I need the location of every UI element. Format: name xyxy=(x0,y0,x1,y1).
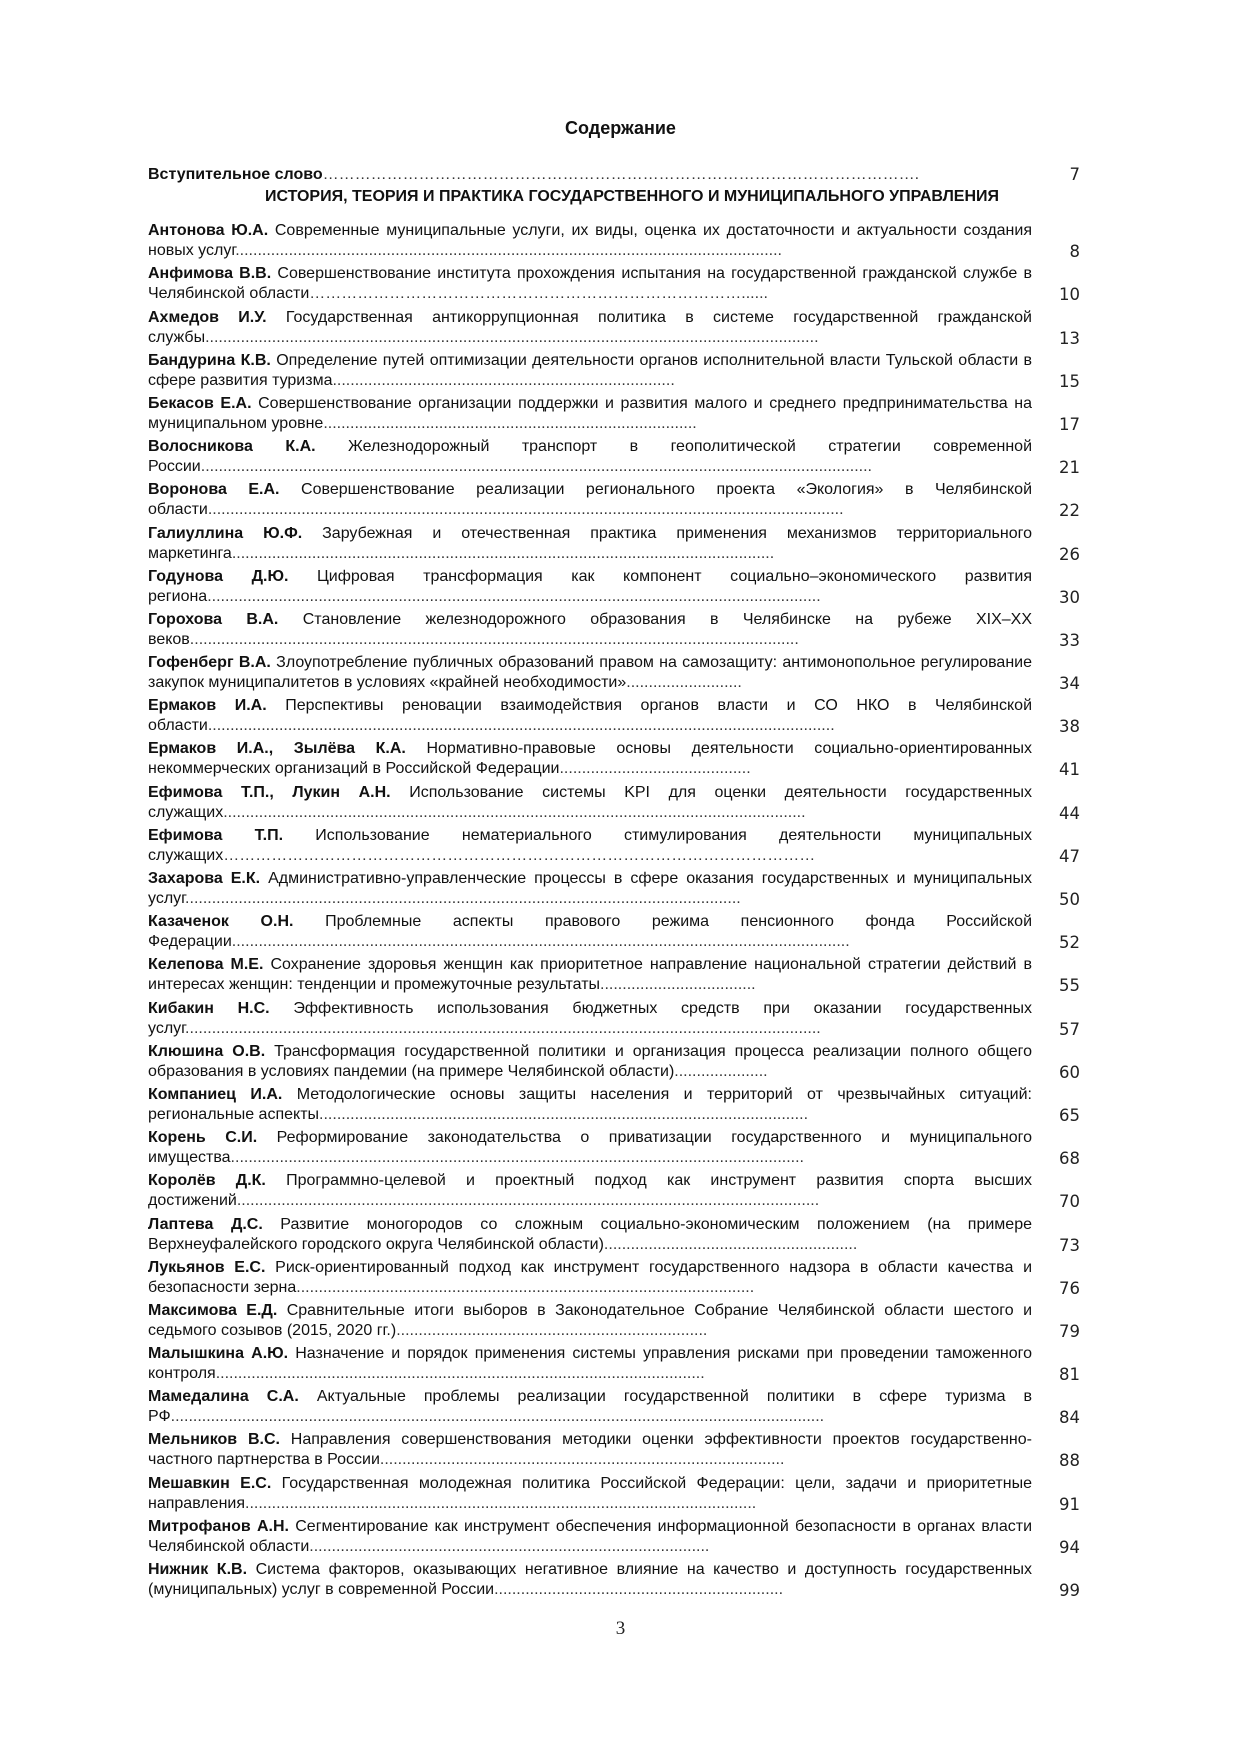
page-number-footer: 3 xyxy=(615,1618,626,1639)
leader-dots: ................................................................................................................................................... xyxy=(170,1408,825,1426)
toc-intro-row[interactable] xyxy=(148,152,1080,184)
toc-entry-text xyxy=(148,1560,1032,1600)
toc-entry-author: Королёв Д.К. xyxy=(148,1172,266,1190)
toc-page-number: 65 xyxy=(1059,1105,1080,1125)
toc-entry-title: Методологические основы защиты населения и территорий от чрезвычайных ситуаций: региональные аспекты xyxy=(148,1085,1032,1123)
toc-entry-text xyxy=(148,567,1032,607)
toc-entry-text xyxy=(148,394,1032,434)
toc-entry[interactable] xyxy=(148,1255,1080,1298)
toc-entry-title: Трансформация государственной политики и организация процесса реализации полного общего образования в условиях пандемии (на примере Челябинской области) xyxy=(148,1042,1032,1080)
toc-page-number: 88 xyxy=(1059,1451,1080,1471)
toc-entry-title: Перспективы реновации взаимодействия органов власти и СО НКО в Челябинской области xyxy=(148,697,1032,735)
toc-entry-author: Казаченок О.Н. xyxy=(148,913,294,931)
leader-dots: .............................................................................................................. xyxy=(319,1105,809,1123)
toc-entry-title: Направления совершенствования методики оценки эффективности проектов государственно-частного партнерства в России xyxy=(148,1431,1032,1469)
toc-entry-text xyxy=(148,1085,1032,1125)
toc-entry[interactable] xyxy=(148,261,1080,304)
toc-entry-author: Ахмедов И.У. xyxy=(148,308,267,326)
toc-entry[interactable] xyxy=(148,909,1080,952)
toc-entry[interactable] xyxy=(148,1341,1080,1384)
toc-entry-author: Гофенберг В.А. xyxy=(148,654,271,672)
toc-entry[interactable] xyxy=(148,866,1080,909)
toc-entry-text xyxy=(148,826,1032,866)
toc-entry-title: Зарубежная и отечественная практика применения механизмов территориального маркетинга xyxy=(148,524,1032,562)
toc-entry-text xyxy=(148,869,1032,909)
toc-entry-text xyxy=(148,1474,1032,1514)
toc-page-number: 22 xyxy=(1059,501,1080,521)
toc-entry[interactable] xyxy=(148,434,1080,477)
leader-dots: ......................................................... xyxy=(603,1235,858,1253)
toc-entry-text xyxy=(148,308,1032,348)
leader-dots: …………………………………………………………………………………………………. xyxy=(322,166,920,183)
toc-entry-text xyxy=(148,1517,1032,1557)
toc-entry-author: Бандурина К.В. xyxy=(148,351,271,369)
toc-entry[interactable] xyxy=(148,823,1080,866)
toc-intro-text xyxy=(148,166,1032,184)
leader-dots: ....................................................................................................................................................... xyxy=(200,458,872,476)
toc-entry[interactable] xyxy=(148,1298,1080,1341)
toc-entry[interactable] xyxy=(148,1470,1080,1513)
toc-page-number: 10 xyxy=(1059,285,1080,305)
toc-entry-title: Современные муниципальные услуги, их виды, оценка их достаточности и актуальности создания новых услуг xyxy=(148,222,1032,260)
leader-dots: ........................................................................................................................................... xyxy=(231,933,850,951)
toc-entry[interactable] xyxy=(148,520,1080,563)
toc-entry[interactable] xyxy=(148,1557,1080,1600)
toc-entry[interactable] xyxy=(148,693,1080,736)
leader-dots: .......................................................................................................................................... xyxy=(205,328,819,346)
toc-page-number: 94 xyxy=(1059,1537,1080,1557)
toc-entry[interactable] xyxy=(148,1514,1080,1557)
toc-entry[interactable] xyxy=(148,1384,1080,1427)
toc-entry-author: Ефимова Т.П., Лукин А.Н. xyxy=(148,783,391,801)
toc-page-number: 47 xyxy=(1059,846,1080,866)
toc-entry-author: Максимова Е.Д. xyxy=(148,1301,278,1319)
toc-entry-text xyxy=(148,696,1032,736)
toc-entry-author: Захарова Е.К. xyxy=(148,870,261,887)
toc-entry[interactable] xyxy=(148,1211,1080,1254)
toc-entry[interactable] xyxy=(148,650,1080,693)
toc-entry-text xyxy=(148,437,1032,477)
toc-entry-author: Анфимова В.В. xyxy=(148,265,272,283)
toc-entry-title: Цифровая трансформация как компонент социально–экономического развития региона xyxy=(148,567,1032,605)
toc-entry-text xyxy=(148,783,1032,823)
toc-page-number: 81 xyxy=(1059,1365,1080,1385)
toc-entry-title: Проблемные аспекты правового режима пенсионного фонда Российской Федерации xyxy=(148,913,1032,951)
leader-dots: ........................................... xyxy=(559,760,751,778)
leader-dots: ............................................................................................................................................... xyxy=(185,1019,821,1037)
toc-entry-title: Программно-целевой и проектный подход как инструмент развития спорта высших достижений xyxy=(148,1172,1032,1210)
toc-entry-title: Административно-управленческие процессы в сфере оказания государственных и муниципальных услуг xyxy=(148,870,1032,907)
toc-entry[interactable] xyxy=(148,952,1080,995)
table-of-contents xyxy=(148,152,1080,1600)
toc-entry-title: Актуальные проблемы реализации государственной политики в сфере туризма в РФ xyxy=(148,1388,1032,1426)
toc-entry-author: Ефимова Т.П. xyxy=(148,826,284,844)
leader-dots: ................................................................................................................... xyxy=(245,1494,757,1512)
toc-entry-title: Использование системы KPI для оценки деятельности государственных служащих xyxy=(148,783,1032,821)
leader-dots: ............................................................................................................................................... xyxy=(207,501,844,519)
toc-entry-text xyxy=(148,610,1032,650)
toc-entry-author: Антонова Ю.А. xyxy=(148,222,269,240)
toc-entry-text xyxy=(148,999,1032,1039)
leader-dots: ................................................................................................................................. xyxy=(230,1149,804,1167)
toc-page-number: 76 xyxy=(1059,1278,1080,1298)
toc-entry[interactable] xyxy=(148,348,1080,391)
toc-entry-text xyxy=(148,1387,1032,1427)
toc-entry-author: Компаниец И.А. xyxy=(148,1085,283,1103)
leader-dots: ………………………………………………………………………………………………… xyxy=(223,846,816,864)
toc-page-number: 84 xyxy=(1059,1408,1080,1428)
toc-page-number: 8 xyxy=(1069,242,1080,262)
toc-entry-author: Ермаков И.А., Зылёва К.А. xyxy=(148,740,406,758)
toc-entry-title: Железнодорожный транспорт в геополитической стратегии современной России xyxy=(148,438,1032,476)
toc-page-number: 79 xyxy=(1059,1321,1080,1341)
leader-dots: ............................................................................................................................. xyxy=(185,890,741,907)
toc-entry[interactable] xyxy=(148,607,1080,650)
toc-entry-text xyxy=(148,221,1032,261)
toc-entry[interactable] xyxy=(148,218,1080,261)
toc-entry-title: Нормативно-правовые основы деятельности социально-ориентированных некоммерческих организаций в Российской Федерации xyxy=(148,740,1032,778)
toc-page-number: 13 xyxy=(1059,328,1080,348)
leader-dots: ......................................................................................................................................... xyxy=(189,630,799,648)
toc-entry[interactable] xyxy=(148,736,1080,779)
leader-dots: ................................................................. xyxy=(494,1581,784,1598)
toc-entry-text xyxy=(148,1344,1032,1384)
toc-page-number: 73 xyxy=(1059,1235,1080,1255)
leader-dots: .................................................................................... xyxy=(323,414,697,432)
toc-entry-author: Мельников В.С. xyxy=(148,1431,280,1449)
page-title: Содержание xyxy=(565,118,676,138)
toc-page-number: 15 xyxy=(1059,371,1080,391)
toc-page-number: 38 xyxy=(1059,717,1080,737)
toc-entry-title: Становление железнодорожного образования в Челябинске на рубеже XIX–XX веков xyxy=(148,610,1032,648)
toc-entry-author: Мешавкин Е.С. xyxy=(148,1474,272,1492)
toc-entry-author: Воронова Е.А. xyxy=(148,481,280,499)
toc-entry-title: Реформирование законодательства о приватизации государственного и муниципального имущества xyxy=(148,1129,1032,1167)
toc-page-number: 60 xyxy=(1059,1062,1080,1082)
toc-entry-text xyxy=(148,480,1032,520)
toc-entry-text xyxy=(148,1430,1032,1470)
toc-page-number: 21 xyxy=(1059,458,1080,478)
toc-entry-author: Лаптева Д.С. xyxy=(148,1215,263,1233)
toc-page-number: 34 xyxy=(1059,674,1080,694)
toc-entry-title: Государственная молодежная политика Российской Федерации: цели, задачи и приоритетные направления xyxy=(148,1474,1032,1512)
toc-entry-author: Кибакин Н.С. xyxy=(148,999,270,1017)
toc-entry[interactable] xyxy=(148,1168,1080,1211)
toc-entry-title: Определение путей оптимизации деятельности органов исполнительной власти Тульской области в сфере развития туризма xyxy=(148,351,1032,389)
leader-dots: ............................................................................. xyxy=(332,371,675,389)
toc-entry-title: Совершенствование организации поддержки и развития малого и среднего предпринимательства на муниципальном уровне xyxy=(148,394,1032,432)
toc-entry[interactable] xyxy=(148,1125,1080,1168)
section-heading: ИСТОРИЯ, ТЕОРИЯ И ПРАКТИКА ГОСУДАРСТВЕННОГО И МУНИЦИПАЛЬНОГО УПРАВЛЕНИЯ xyxy=(264,188,1000,205)
toc-entry-title: Злоупотребление публичных образований правом на самозащиту: антимонопольное регулирование закупок муниципалитетов в условиях «крайней необходимости» xyxy=(148,654,1032,692)
toc-page-number: 55 xyxy=(1059,976,1080,996)
toc-entry-author: Галиуллина Ю.Ф. xyxy=(148,524,303,542)
toc-page-number: 26 xyxy=(1059,544,1080,564)
toc-page-number: 57 xyxy=(1059,1019,1080,1039)
toc-entry-title: Система факторов, оказывающих негативное влияние на качество и доступность государственных (муниципальных) услуг в современной России xyxy=(148,1561,1032,1598)
leader-dots: .......................................................................................................................................... xyxy=(207,587,821,605)
toc-entry[interactable] xyxy=(148,1039,1080,1082)
toc-entry-author: Бекасов Е.А. xyxy=(148,394,252,412)
toc-entry[interactable] xyxy=(148,995,1080,1038)
leader-dots: ................................................................................................................................... xyxy=(236,1192,820,1210)
toc-entry-author: Корень С.И. xyxy=(148,1129,258,1147)
toc-entry[interactable] xyxy=(148,391,1080,434)
toc-entry-author: Лукьянов Е.С. xyxy=(148,1258,266,1276)
toc-entry-author: Нижник К.В. xyxy=(148,1561,248,1578)
toc-entry-text xyxy=(148,351,1032,391)
toc-entry-title: Сохранение здоровья женщин как приоритетное направление национальной стратегии действий в интересах женщин: тенденции и промежуточные результаты xyxy=(148,956,1032,994)
leader-dots: ................................................................................................................................... xyxy=(223,803,806,821)
toc-entry-text xyxy=(148,1215,1032,1255)
toc-page-number: 17 xyxy=(1059,414,1080,434)
toc-entry-title: Совершенствование института прохождения испытания на государственной гражданской службе в Челябинской области xyxy=(148,265,1032,303)
toc-entry-text xyxy=(148,264,1032,304)
toc-entry-text xyxy=(148,1171,1032,1211)
toc-entry-text xyxy=(148,1258,1032,1298)
leader-dots: .......................................................................................................................... xyxy=(231,544,775,562)
leader-dots: ................................... xyxy=(600,976,756,994)
toc-page-number: 99 xyxy=(1059,1581,1080,1600)
toc-page-number: 41 xyxy=(1059,760,1080,780)
toc-entry-author: Волосникова К.А. xyxy=(148,438,316,456)
toc-page-number: 68 xyxy=(1059,1149,1080,1169)
toc-entry-title: Совершенствование реализации регионального проекта «Экология» в Челябинской области xyxy=(148,481,1032,519)
toc-page-number: 91 xyxy=(1059,1494,1080,1514)
toc-page-number: 33 xyxy=(1059,630,1080,650)
toc-entry-title: Назначение и порядок применения системы управления рисками при проведении таможенного контроля xyxy=(148,1345,1032,1383)
toc-entry-author: Клюшина О.В. xyxy=(148,1042,266,1060)
toc-entry-title: Использование нематериального стимулирования деятельности муниципальных служащих xyxy=(148,826,1032,864)
leader-dots: .......................................................................................... xyxy=(309,1537,710,1555)
leader-dots: .............................................................................................................. xyxy=(215,1365,705,1383)
toc-page-number: 52 xyxy=(1059,933,1080,953)
toc-entry-text xyxy=(148,739,1032,779)
toc-entry[interactable] xyxy=(148,564,1080,607)
toc-entry-text xyxy=(148,955,1032,995)
toc-entry-author: Митрофанов А.Н. xyxy=(148,1517,289,1535)
leader-dots: .......................... xyxy=(626,674,742,692)
toc-entry[interactable] xyxy=(148,1427,1080,1470)
toc-entry-text xyxy=(148,1128,1032,1168)
toc-entry-text xyxy=(148,524,1032,564)
toc-entry-author: Ермаков И.А. xyxy=(148,697,267,715)
leader-dots: ....................................................................................................... xyxy=(296,1278,755,1296)
toc-page-number: 44 xyxy=(1059,803,1080,823)
toc-entry-author: Малышкина А.Ю. xyxy=(148,1345,289,1363)
leader-dots: ..................... xyxy=(674,1062,768,1080)
toc-entry[interactable] xyxy=(148,779,1080,822)
toc-page-number: 30 xyxy=(1059,587,1080,607)
toc-page-number: 50 xyxy=(1059,890,1080,909)
toc-entry-title: Сегментирование как инструмент обеспечения информационной безопасности в органах власти Челябинской области xyxy=(148,1517,1032,1555)
toc-entry[interactable] xyxy=(148,477,1080,520)
toc-entry-title: Риск-ориентированный подход как инструмент государственного надзора в области качества и безопасности зерна xyxy=(148,1258,1032,1296)
toc-entry-author: Келепова М.Е. xyxy=(148,956,264,974)
toc-entry-title: Эффективность использования бюджетных средств при оказании государственных услуг xyxy=(148,999,1032,1037)
leader-dots: ........................................................................................................................... xyxy=(235,242,782,260)
toc-entry[interactable] xyxy=(148,304,1080,347)
toc-page-number: 7 xyxy=(1069,165,1080,184)
toc-entry-author: Мамедалина С.А. xyxy=(148,1388,299,1406)
toc-entry-title: Сравнительные итоги выборов в Законодательное Собрание Челябинской области шестого и седьмого созывов (2015, 2020 гг.) xyxy=(148,1301,1032,1339)
toc-intro-label: Вступительное слово xyxy=(148,166,323,183)
toc-entry-author: Горохова В.А. xyxy=(148,610,279,628)
leader-dots: ........................................................................................... xyxy=(379,1451,785,1469)
toc-entry[interactable] xyxy=(148,1082,1080,1125)
toc-entries xyxy=(148,218,1080,1600)
toc-entry-author: Годунова Д.Ю. xyxy=(148,567,289,585)
toc-entry-title: Государственная антикоррупционная политика в системе государственной гражданской службы xyxy=(148,308,1032,346)
toc-page-number: 70 xyxy=(1059,1192,1080,1212)
leader-dots: ...................................................................... xyxy=(396,1321,708,1339)
toc-entry-text xyxy=(148,1042,1032,1082)
leader-dots: ………………………………………………………………………...... xyxy=(309,285,768,303)
leader-dots: ............................................................................................................................................. xyxy=(207,717,835,735)
toc-entry-text xyxy=(148,653,1032,693)
toc-entry-title: Развитие моногородов со сложным социально-экономическим положением (на примере Верхнеуфалейского городского округа Челябинской области) xyxy=(148,1215,1032,1253)
toc-entry-text xyxy=(148,1301,1032,1341)
toc-entry-text xyxy=(148,912,1032,952)
